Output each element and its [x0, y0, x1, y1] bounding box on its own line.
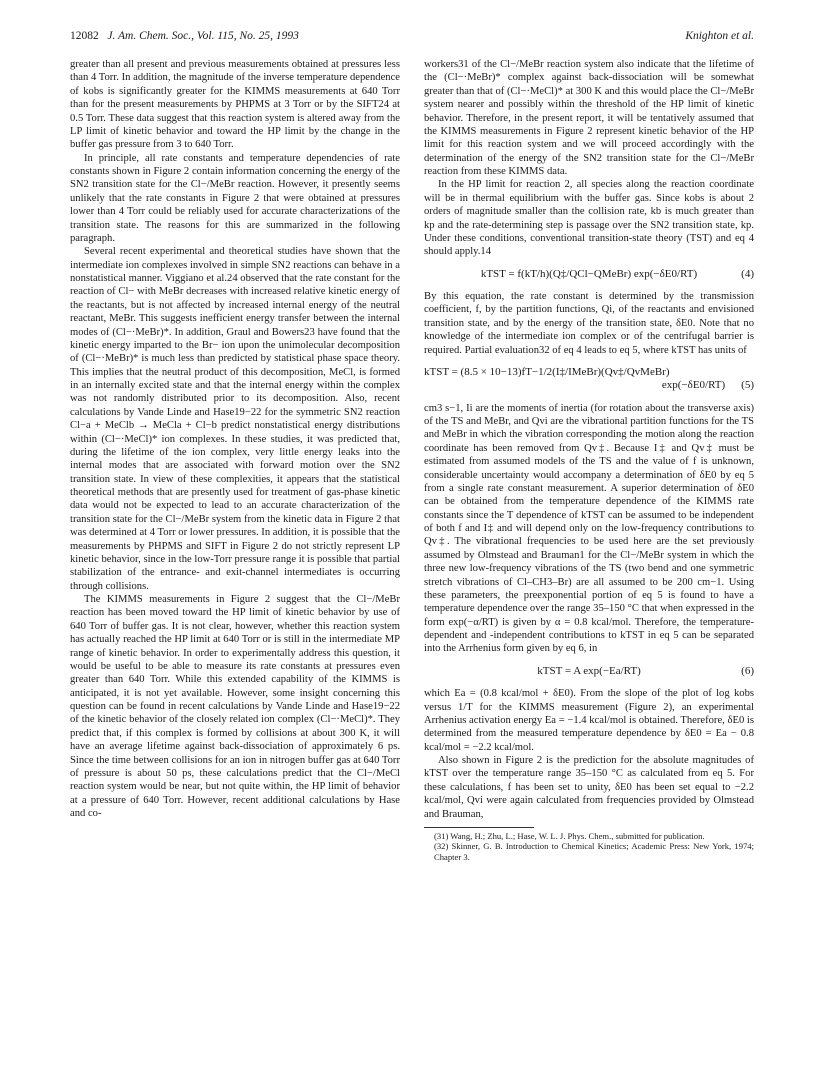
paragraph: greater than all present and previous measurements obtained at pressures less than 4 Torr. In addition, the magnitude of the inverse temperature dependence of kobs is significantly greater for the KIMMS measurements at 640 Torr than for the present measurements by PHPMS at 3 Torr or by the SIFT24 at 0.5 Torr. These data suggest that this reaction system is altered away from the LP limit of kinetic behavior and toward the HP limit by the change in the buffer gas pressure from 3 to 640 Torr. — [70, 59, 400, 151]
paragraph: Several recent experimental and theoretical studies have shown that the intermediate ion complexes involved in simple SN2 reactions can behave in a nonstatistical manner. Viggiano et al.24 observed that the rate constant for the reaction of Cl− with MeBr decreases with increased relative kinetic energy of the reactants, but is not affected by increased internal energy of the neutral reactant, MeBr. This suggests inefficient energy transfer between the internal modes of (Cl−·MeBr)*. In addition, Graul and Bowers23 have found that the kinetic energy imparted to the Br− ion upon the unimolecular decomposition of (Cl−·MeBr)* is much less than predicted by statistical phase space theory. This implies that the neutral product of this decomposition, MeCl, is formed in an internally excited state and that the internal energy within the complex was not randomly distributed prior to its decomposition. Also, recent calculations by Vande Linde and Hase19−22 for the symmetric SN2 reaction Cl−a + MeClb → MeCla + Cl−b predict nonstatistical energy distributions within (Cl−·MeCl)* ion complexes. In these studies, it was predicted that, during the lifetime of the ion complex, very little energy leaks into the internal modes that are associated with forward motion over the SN2 transition state. In view of these complexities, it appears that the statistical theoretical methods that are presently used for treatment of gas-phase kinetic data would not be expected to lead to an accurate characterization of the transition state for the Cl−/MeBr system from the kinetic data in Figure 2 that was determined at 4 Torr or lower pressures. In addition, it is possible that the measurements by PHPMS and SIFT in Figure 2 do not strictly represent LP kinetic behavior, since in the low-Torr pressure range it is possible that partial stabilization of the entrance- and exit-channel intermediates is occurring through collisions. — [70, 246, 400, 592]
header-authors: Knighton et al. — [685, 30, 754, 42]
paragraph: workers31 of the Cl−/MeBr reaction system also indicate that the lifetime of the (Cl−·MeBr)* complex against back-dissociation will be somewhat greater than that of (Cl−·MeCl)* at 300 K and this would place the Cl−/MeBr system nearer and possibly within the threshold of the HP limit of kinetic behavior. Therefore, in the present report, it will be tentatively assumed that the KIMMS measurements in Figure 2 represent kinetic behavior of the HP limit for this reaction system and we will proceed accordingly with the determination of the energy of the SN2 transition state for the Cl−/MeBr reaction from these KIMMS data. — [424, 59, 754, 177]
paragraph: Also shown in Figure 2 is the prediction for the absolute magnitudes of kTST over the temperature range 35–150 °C as calculated from eq 5. For these calculations, f has been set to unity, δE0 has been set equal to −2.2 kcal/mol, Qvi were again calculated from frequencies provided by Olmstead and Brauman, — [424, 755, 754, 820]
equation-line: kTST = (8.5 × 10−13)fT−1/2(I‡/IMeBr)(Qv‡/QvMeBr) — [424, 365, 670, 378]
right-column — [424, 58, 754, 862]
paragraph: In the HP limit for reaction 2, all species along the reaction coordinate will be in thermal equilibrium with the buffer gas. Since kobs is about 2 orders of magnitude smaller than the collision rate, kb is much greater than kp and the rate-determining step is passage over the SN2 transition state, kp. Under these conditions, conventional transition-state theory (TST) and eq 4 should apply.14 — [424, 179, 754, 258]
journal-citation: J. Am. Chem. Soc., Vol. 115, No. 25, 1993 — [107, 30, 299, 42]
header-left — [70, 30, 299, 42]
equation-number: (5) — [741, 379, 754, 392]
equation-5 — [424, 366, 754, 393]
paragraph: which Ea = (0.8 kcal/mol + δE0). From the slope of the plot of log kobs versus 1/T for the KIMMS measurement (Figure 2), an experimental Arrhenius activation energy Ea = −1.4 kcal/mol is obtained. Therefore, δE0 is determined from the measured temperature dependence by δE0 = Ea − 0.8 kcal/mol = −2.2 kcal/mol. — [424, 688, 754, 753]
left-column — [70, 58, 400, 820]
equation-6 — [424, 665, 754, 678]
equation-4 — [424, 268, 754, 281]
footnote: (32) Skinner, G. B. Introduction to Chemical Kinetics; Academic Press: New York, 1974; Chapter 3. — [434, 841, 754, 862]
equation-expression: kTST = A exp(−Ea/RT) — [537, 664, 641, 677]
equation-expression: kTST = f(kT/h)(Q‡/QCl−QMeBr) exp(−δE0/RT) — [480, 267, 698, 280]
page-number: 12082 — [70, 30, 99, 42]
equation-number: (4) — [741, 267, 754, 280]
footnote: (31) Wang, H.; Zhu, L.; Hase, W. L. J. Phys. Chem., submitted for publication. — [434, 830, 705, 841]
paragraph: In principle, all rate constants and temperature dependencies of rate constants shown in Figure 2 contain information concerning the energy of the SN2 transition state for the Cl−/MeBr reaction. However, it presently seems unlikely that the rate constants in Figure 2 that were obtained at pressures lower than 4 Torr could be reliably used for accurate characterizations of the transition state. The reasons for this are summarized in the following paragraph. — [70, 152, 400, 244]
running-header — [70, 30, 754, 48]
paragraph: cm3 s−1, Ii are the moments of inertia (for rotation about the transverse axis) of the TS and MeBr, and Qvi are the vibrational partition functions for the TS and MeBr in which the vibration corresponding the motion along the reaction coordinate has been removed from Qv‡. Because I‡ and Qv‡ must be estimated from assumed models of the TS and the value of f is unknown, considerable uncertainty would accompany a determination of δE0 by eq 5 from a single rate constant measurement. A superior determination of δE0 can be obtained from the temperature dependence of the KIMMS rate constants since the T dependence of kTST can be assumed to be independent of both f and I‡ and will depend only on the low-frequency contributions to Qv‡. The vibrational frequencies to be used here are the set previously assumed by Olmstead and Brauman1 for the Cl−/MeBr system in which the three new low-frequency vibrations of the TS (two bend and one symmetric stretch vibrations of Cl–CH3–Br) are all assumed to be 200 cm−1. Using these parameters, the preexponential portion of eq 5 is found to have a temperature dependence over the range 35–150 °C that when expressed in the form exp(−α/RT) is given by α = 0.8 kcal/mol. Therefore, the temperature-dependent and -independent contributions to kTST in eq 5 can be separated into the Arrhenius form given by eq 6, in — [424, 402, 754, 655]
equation-line: exp(−δE0/RT) — [661, 379, 726, 392]
equation-number: (6) — [741, 664, 754, 677]
paragraph: The KIMMS measurements in Figure 2 suggest that the Cl−/MeBr reaction has been moved toward the HP limit of kinetic behavior by use of 640 Torr of buffer gas. It is not clear, however, whether this reaction system has actually reached the HP limit at 640 Torr or is still in the intermediate MP range of kinetic behavior. In order to experimentally address this question, it would be useful to be able to measure its rate constants at pressures even greater than 640 Torr. While this extended capability of the KIMMS is anticipated, it is not yet available. However, some insight concerning this question can be found in recent calculations by Vande Linde and Hase19−22 of the kinetic behavior of the closely related ion complex (Cl−·MeCl)*. They predict that, if this complex is formed by collisions at about 300 K, it will have an average lifetime against back-dissociation of approximately 6 ps. Since the time between collisions for an ion in nitrogen buffer gas at 640 Torr of pressure is about 50 ps, these calculations predict that the Cl−/MeCl reaction system would be near, but not quite within, the HP limit of behavior at a pressure of 640 Torr. However, recent additional calculations by Hase and co- — [70, 594, 400, 819]
paragraph: By this equation, the rate constant is determined by the transmission coefficient, f, by the partition functions, Qi, of the reactants and envisioned transition state, and by the energy of the transition state, δE0. Note that no knowledge of the intermediate ion complex or of the centrifugal barrier is required. Partial evaluation32 of eq 4 leads to eq 5, where kTST has units of — [424, 291, 754, 356]
footnote-rule — [424, 827, 534, 828]
